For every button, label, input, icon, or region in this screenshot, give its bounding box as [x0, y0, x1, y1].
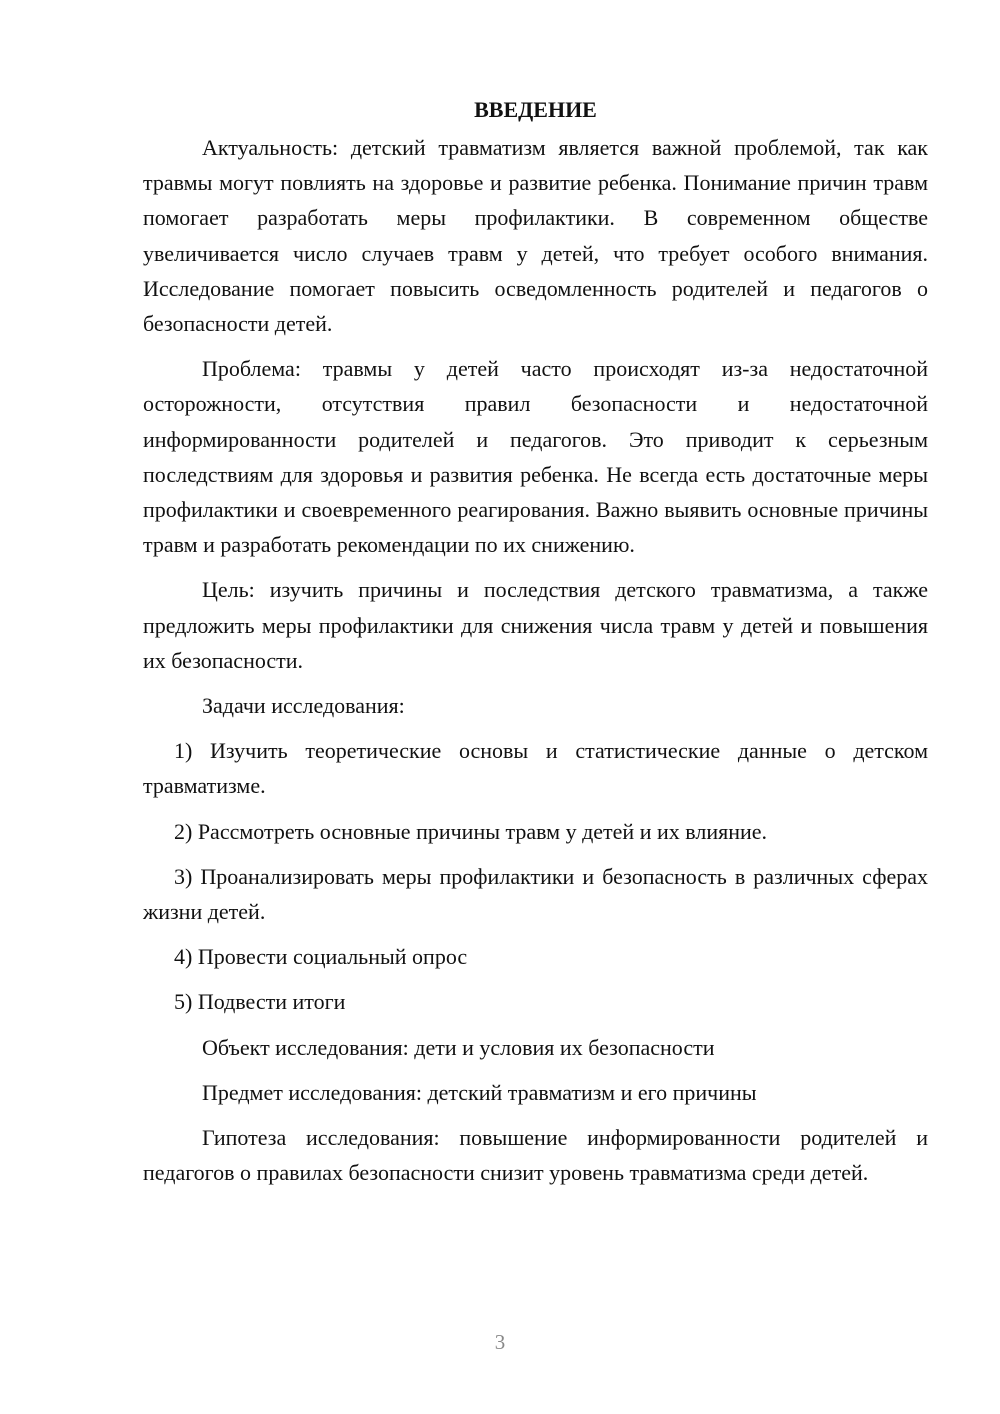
tasks-heading: Задачи исследования:	[202, 693, 405, 719]
relevance-paragraph: Актуальность: детский травматизм является важной проблемой, так как травмы могут повлиять на здоровье и развитие ребенка. Понимание причин травм помогает разработать меры профилактики. В современном обществе увеличивается число случаев травм у детей, что требует особого внимания. Исследование помогает повысить осведомленность родителей и педагогов о безопасности детей.	[143, 135, 928, 337]
task-item: 5) Подвести итоги	[174, 989, 346, 1015]
research-subject: Предмет исследования: детский травматизм и его причины	[202, 1079, 757, 1105]
research-object: Объект исследования: дети и условия их безопасности	[202, 1034, 715, 1060]
task-item: 1) Изучить теоретические основы и статистические данные о детском травматизме.	[143, 738, 928, 799]
task-item: 3) Проанализировать меры профилактики и безопасность в различных сферах жизни детей.	[143, 863, 928, 925]
goal-paragraph: Цель: изучить причины и последствия детского травматизма, а также предложить меры профилактики для снижения числа травм у детей и повышения их безопасности.	[143, 577, 928, 673]
research-hypothesis: Гипотеза исследования: повышение информированности родителей и педагогов о правилах безопасности снизит уровень травматизма среди детей.	[143, 1125, 928, 1186]
document-page	[143, 92, 928, 1190]
page-number: 3	[494, 1330, 506, 1354]
task-item: 4) Провести социальный опрос	[174, 944, 468, 970]
problem-paragraph: Проблема: травмы у детей часто происходят из-за недостаточной осторожности, отсутствия правил безопасности и недостаточной информированности родителей и педагогов. Это приводит к серьезным последствиям для здоровья и развития ребенка. Не всегда есть достаточные меры профилактики и своевременного реагирования. Важно выявить основные причины травм и разработать рекомендации по их снижению.	[143, 356, 928, 558]
task-item: 2) Рассмотреть основные причины травм у детей и их влияние.	[174, 818, 768, 844]
page-title: ВВЕДЕНИЕ	[474, 97, 597, 122]
